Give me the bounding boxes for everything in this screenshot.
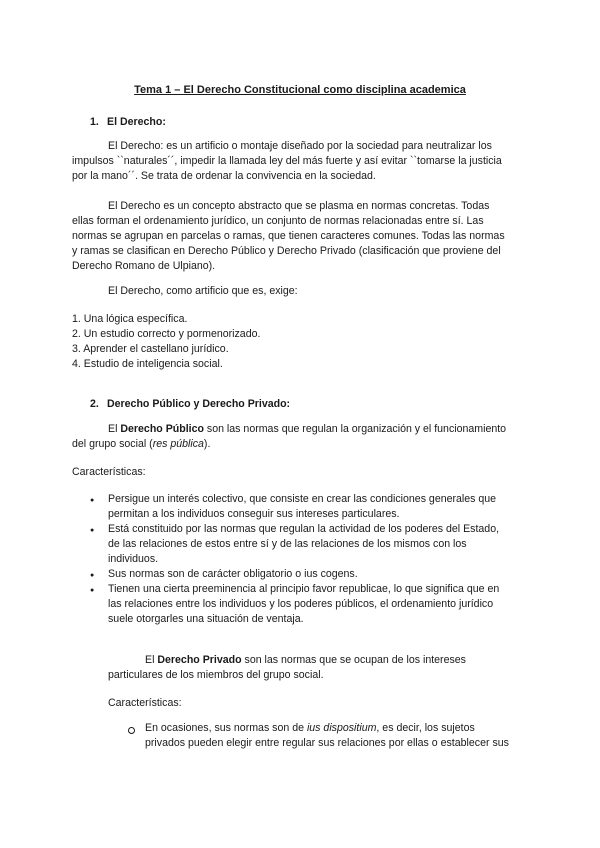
list-item: 1. Una lógica específica. <box>72 313 188 325</box>
bullet-line: Persigue un interés colectivo, que consiste en crear las condiciones generales que <box>108 493 497 505</box>
list-item: 3. Aprender el castellano jurídico. <box>72 343 229 355</box>
s1-p2-line4: y ramas se clasifican en Derecho Público y Derecho Privado (clasificación que proviene del <box>72 245 501 257</box>
list-item: 4. Estudio de inteligencia social. <box>72 358 223 370</box>
s1-p1-line1: El Derecho: es un artificio o montaje diseñado por la sociedad para neutralizar los <box>108 140 492 152</box>
text-run: , es decir, los sujetos <box>376 722 475 734</box>
text-run: del grupo social ( <box>72 438 153 450</box>
bullet-line: Sus normas son de carácter obligatorio o ius cogens. <box>108 568 358 580</box>
hollow-bullet-icon <box>128 727 135 734</box>
page-title: Tema 1 – El Derecho Constitucional como disciplina academica <box>134 84 466 96</box>
text-run: son las normas que regulan la organización y el funcionamiento <box>203 423 507 435</box>
caracteristicas-label: Características: <box>72 466 146 478</box>
s1-p1-line2: impulsos ``naturales´´, impedir la llamada ley del más fuerte y así evitar ``tomarse la justicia <box>72 155 502 167</box>
sub-bullet-line2: privados pueden elegir entre regular sus relaciones por ellas o establecer sus <box>145 737 509 749</box>
section-2-heading <box>90 398 290 410</box>
term-derecho-privado: Derecho Privado <box>157 654 242 666</box>
bullet-icon: ● <box>90 527 95 534</box>
s2-private-line2: particulares de los miembros del grupo social. <box>108 669 324 681</box>
section-2-title: Derecho Público y Derecho Privado: <box>107 398 291 410</box>
bullet-line: las relaciones entre los individuos y los poderes públicos, el ordenamiento jurídico <box>108 598 494 610</box>
bullet-line: individuos. <box>108 553 159 565</box>
caracteristicas-label-2: Características: <box>108 697 182 709</box>
s1-p2-line5: Derecho Romano de Ulpiano). <box>72 260 216 272</box>
bullet-line: Tienen una cierta preeminencia al principio favor republicae, lo que significa que en <box>108 583 500 595</box>
text-run: El <box>145 654 158 666</box>
text-run: ). <box>203 438 211 450</box>
term-res-publica: res pública <box>152 438 204 450</box>
bullet-icon: ● <box>90 572 95 579</box>
bullet-icon: ● <box>90 497 95 504</box>
text-run: En ocasiones, sus normas son de <box>145 722 307 734</box>
term-ius-dispositium: ius dispositium <box>306 722 377 734</box>
list-item: 2. Un estudio correcto y pormenorizado. <box>72 328 261 340</box>
s1-p1-line3: por la mano´´. Se trata de ordenar la convivencia en la sociedad. <box>72 170 376 182</box>
section-2-number: 2. <box>90 398 99 410</box>
text-run: son las normas que se ocupan de los intereses <box>241 654 466 666</box>
s1-p2-line2: ellas forman el ordenamiento jurídico, un conjunto de normas relacionadas entre sí. Las <box>72 215 484 227</box>
bullet-line: de las relaciones de estos entre sí y de las relaciones de los mismos con los <box>108 538 467 550</box>
s2-private-line1 <box>145 654 466 666</box>
s2-public-line2 <box>72 438 210 450</box>
s1-p3: El Derecho, como artificio que es, exige: <box>108 285 298 297</box>
bullet-icon: ● <box>90 587 95 594</box>
section-1-heading <box>90 116 166 128</box>
bullet-line: Está constituido por las normas que regulan la actividad de los poderes del Estado, <box>108 523 500 535</box>
s2-public-line1 <box>108 423 506 435</box>
bullet-line: suele otorgarles una situación de ventaja. <box>108 613 304 625</box>
sub-bullet-line1 <box>145 722 475 734</box>
s1-p2-line3: normas se agrupan en parcelas o ramas, que tienen caracteres comunes. Todas las normas <box>72 230 505 242</box>
section-1-title: El Derecho: <box>107 116 166 128</box>
bullet-line: permitan a los individuos conseguir sus intereses particulares. <box>108 508 400 520</box>
text-run: El <box>108 423 121 435</box>
s1-p2-line1: El Derecho es un concepto abstracto que se plasma en normas concretas. Todas <box>108 200 490 212</box>
section-1-number: 1. <box>90 116 99 128</box>
term-derecho-publico: Derecho Público <box>120 423 204 435</box>
